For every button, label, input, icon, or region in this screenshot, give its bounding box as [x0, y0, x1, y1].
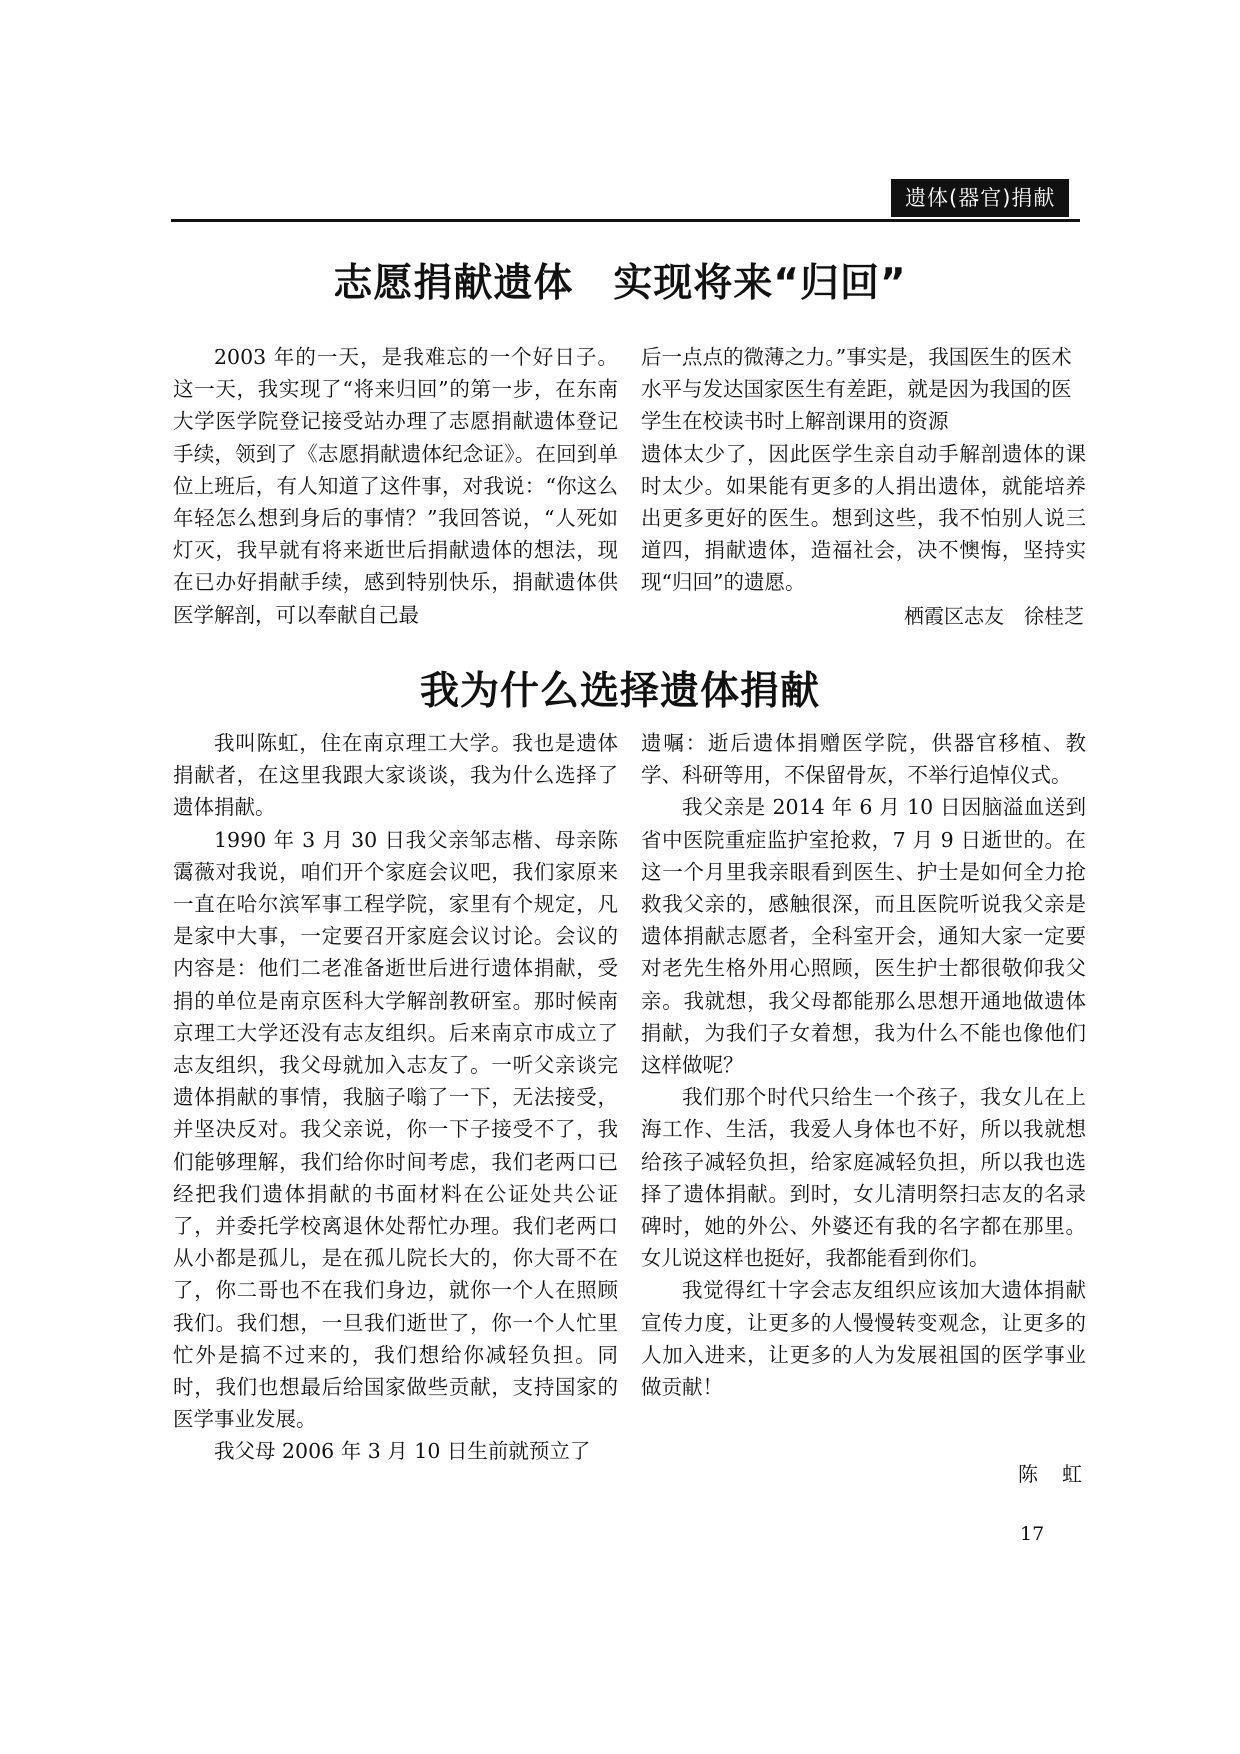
- paragraph: 我觉得红十字会志友组织应该加大遗体捐献宣传力度，让更多的人慢慢转变观念，让更多的人加入进来，让更多的人为发展祖国的医学事业做贡献！: [641, 1278, 1086, 1400]
- article1-column-right: [641, 341, 1086, 599]
- page-number: 17: [1020, 1523, 1045, 1545]
- paragraph: 我父亲是 2014 年 6 月 10 日因脑溢血送到省中医院重症监护室抢救，7 月 9 日逝世的。在这一个月里我亲眼看到医生、护士是如何全力抢救我父亲的，感触很深，而且医院听说我父亲是遗体捐献志愿者，全科室开会，通知大家一定要对老先生格外用心照顾，医生护士都很敬仰我父亲。我就想，我父母都能那么思想开通地做遗体捐献，为我们子女着想，我为什么不能也像他们这样做呢？: [641, 795, 1086, 1078]
- paragraph: 我叫陈虹，住在南京理工大学。我也是遗体捐献者，在这里我跟大家谈谈，我为什么选择了遗体捐献。: [173, 731, 618, 820]
- article2-title: 我为什么选择遗体捐献: [419, 669, 820, 714]
- paragraph: 我父母 2006 年 3 月 10 日生前就预立了: [214, 1439, 591, 1464]
- header-rule: [171, 219, 1080, 222]
- paragraph: 我们那个时代只给生一个孩子，我女儿在上海工作、生活，我爱人身体也不好，所以我就想给孩子减轻负担，给家庭减轻负担，所以我也选择了遗体捐献。到时，女儿清明祭扫志友的名录碑时，她的外公、外婆还有我的名字都在那里。女儿说这样也挺好，我都能看到你们。: [641, 1085, 1086, 1271]
- article1-column-left: [173, 341, 618, 631]
- section-tag: 遗体(器官)捐献: [891, 179, 1069, 217]
- paragraph: 1990 年 3 月 30 日我父亲邹志楷、母亲陈霭薇对我说，咱们开个家庭会议吧，我们家原来一直在哈尔滨军事工程学院，家里有个规定，凡是家中大事，一定要召开家庭会议讨论。会议的内容是：他们二老准备逝世后进行遗体捐献，受捐的单位是南京医科大学解剖教研室。那时候南京理工大学还没有志友组织。后来南京市成立了志友组织，我父母就加入志友了。一听父亲谈完遗体捐献的事情，我脑子嗡了一下，无法接受，并坚决反对。我父亲说，你一下子接受不了，我们能够理解，我们给你时间考虑，我们老两口已经把我们遗体捐献的书面材料在公证处共公证了，并委托学校离退休处帮忙办理。我们老两口从小都是孤儿，是在孤儿院长大的，你大哥不在了，你二哥也不在我们身边，就你一个人在照顾我们。我们想，一旦我们逝世了，你一个人忙里忙外是搞不过来的，我们想给你减轻负担。同时，我们也想最后给国家做些贡献，支持国家的医学事业发展。: [173, 827, 618, 1432]
- paragraph: 2003 年的一天，是我难忘的一个好日子。这一天，我实现了“将来归回”的第一步，在东南大学医学院登记接受站办理了志愿捐献遗体登记手续，领到了《志愿捐献遗体纪念证》。在回到单位上班后，有人知道了这件事，对我说：“你这么年轻怎么想到身后的事情？”我回答说，“人死如灯灭，我早就有将来逝世后捐献遗体的想法，现在已办好捐献手续，感到特别快乐，捐献遗体供医学解剖，可以奉献自己最: [173, 345, 618, 627]
- paragraph: 遗体太少了，因此医学生亲自动手解剖遗体的课时太少。如果能有更多的人捐出遗体，就能培养出更多更好的医生。想到这些，我不怕别人说三道四，捐献遗体，造福社会，决不懊悔，坚持实现“归回”的遗愿。: [641, 441, 1086, 595]
- article1-title: 志愿捐献遗体 实现将来“归回”: [333, 261, 907, 306]
- paragraph: 遗嘱：逝后遗体捐赠医学院，供器官移植、教学、科研等用，不保留骨灰，不举行追悼仪式。: [641, 731, 1086, 788]
- article1-signature: 栖霞区志友 徐桂芝: [904, 604, 1084, 628]
- article2-column-left: [173, 727, 618, 1468]
- article2-column-right: [641, 727, 1086, 1403]
- paragraph: 后一点点的微薄之力。”事实是，我国医生的医术水平与发达国家医生有差距，就是因为我国的医学生在校读书时上解剖课用的资源: [641, 345, 1072, 434]
- article2-signature: 陈 虹: [1018, 1462, 1084, 1486]
